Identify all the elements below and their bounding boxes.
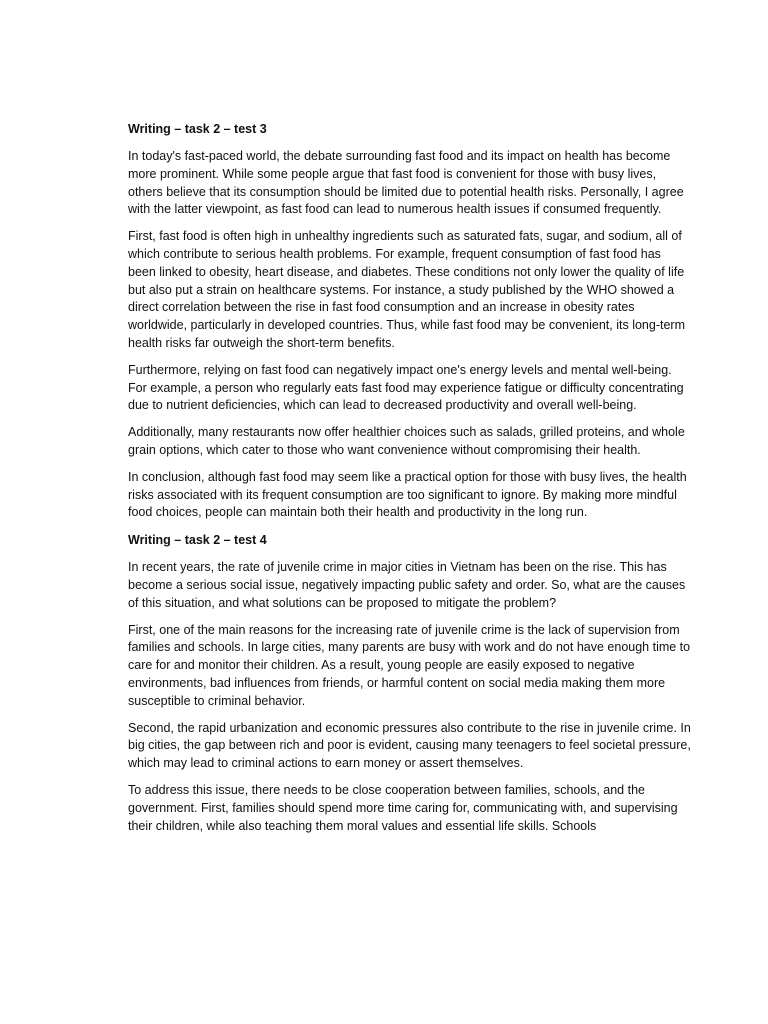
paragraph: In conclusion, although fast food may seem like a practical option for those with busy lives, the health risks associated with its frequent consumption are too significant to ignore. By making more mindful food choices, people can maintain both their health and productivity in the long run. (128, 469, 687, 520)
paragraph: Additionally, many restaurants now offer healthier choices such as salads, grilled proteins, and whole grain options, which cater to those who want convenience without compromising their health. (128, 425, 685, 457)
section-heading: Writing – task 2 – test 3 (128, 122, 267, 136)
paragraph: In today's fast-paced world, the debate surrounding fast food and its impact on health has become more prominent. While some people argue that fast food is convenient for those with busy lives, others believe that its consumption should be limited due to potential health risks. Personally, I agree with the latter viewpoint, as fast food can lead to numerous health issues if consumed frequently. (128, 149, 684, 217)
paragraph: To address this issue, there needs to be close cooperation between families, schools, and the government. First, families should spend more time caring for, communicating with, and supervising their children, while also teaching them moral values and essential life skills. Schools (128, 782, 678, 833)
essay-section-test-3 (128, 120, 692, 522)
paragraph: First, fast food is often high in unhealthy ingredients such as saturated fats, sugar, and sodium, all of which contribute to serious health problems. For example, frequent consumption of fast food has been linked to obesity, heart disease, and diabetes. These conditions not only lower the quality of life but also put a strain on healthcare systems. For instance, a study published by the WHO showed a direct correlation between the rise in fast food consumption and an increase in obesity rates worldwide, particularly in developed countries. Thus, while fast food may be convenient, its long-term health risks far outweigh the short-term benefits. (128, 229, 685, 350)
essay-section-test-4 (128, 531, 692, 835)
paragraph: Furthermore, relying on fast food can negatively impact one's energy levels and mental well-being. For example, a person who regularly eats fast food may experience fatigue or difficulty concentrating due to nutrient deficiencies, which can lead to decreased productivity and overall well-being. (128, 362, 684, 413)
paragraph: Second, the rapid urbanization and economic pressures also contribute to the rise in juvenile crime. In big cities, the gap between rich and poor is evident, causing many teenagers to feel societal pressure, which may lead to criminal actions to earn money or assert themselves. (128, 720, 691, 771)
section-heading: Writing – task 2 – test 4 (128, 533, 267, 548)
document-page (128, 120, 692, 844)
paragraph: In recent years, the rate of juvenile crime in major cities in Vietnam has been on the rise. This has become a serious social issue, negatively impacting public safety and order. So, what are the causes of this situation, and what solutions can be proposed to mitigate the problem? (128, 560, 686, 610)
paragraph: First, one of the main reasons for the increasing rate of juvenile crime is the lack of supervision from families and schools. In large cities, many parents are busy with work and do not have enough time to care for and monitor their children. As a result, young people are easily exposed to negative environments, bad influences from friends, or harmful content on social media making them more susceptible to criminal behavior. (128, 622, 691, 708)
